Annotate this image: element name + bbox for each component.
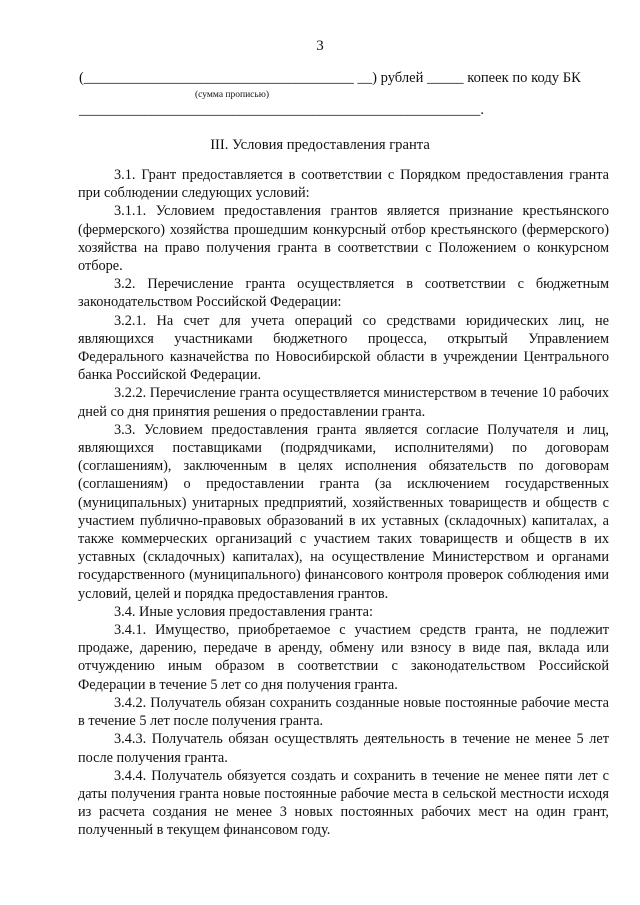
paragraph-3-3: 3.3. Условием предоставления гранта является согласие Получателя и лиц, являющихся поставщиками (подрядчиками, исполнителями) по договорам (соглашениям), заключенным в целях исполнения обязательств по договорам (соглашениям) о предоставлении гранта (за исключением государственных (муниципальных) унитарных предприятий, хозяйственных товариществ и обществ с участием публично-правовых образований в их уставных (складочных) капиталах, а также коммерческих организаций с участием таких товариществ и обществ в их уставных (складочных) капиталах), на осуществление Министерством и органами государственного (муниципального) финансового контроля проверок соблюдения ими условий, целей и порядка предоставления грантов. [78,421,609,602]
paragraph-3-2: 3.2. Перечисление гранта осуществляется в соответствии с бюджетным законодательством Российской Федерации: [78,276,609,311]
paragraph-3-4-3: 3.4.3. Получатель обязан осуществлять деятельность в течение не менее 5 лет после получения гранта. [78,731,609,766]
section-title: III. Условия предоставления гранта [210,137,430,153]
grant-amount-line: (_____________________________________ __) рублей _____ копеек по коду БК [79,70,581,86]
paragraph-3-4: 3.4. Иные условия предоставления гранта: [114,603,373,620]
page-number: 3 [316,38,324,54]
paragraph-3-4-2: 3.4.2. Получатель обязан сохранить созданные новые постоянные рабочие места в течение 5 лет после получения гранта. [78,694,609,730]
paragraph-3-1: 3.1. Грант предоставляется в соответствии с Порядком предоставления гранта при соблюдении следующих условий: [78,167,609,202]
paragraph-3-1-1: 3.1.1. Условием предоставления грантов является признание крестьянского (фермерского) хозяйства прошедшим конкурсный отбор крестьянского (фермерского) хозяйства на право получения гранта в соответствии с Положением о конкурсном отборе. [78,203,609,275]
paragraph-3-2-1: 3.2.1. На счет для учета операций со средствами юридических лиц, не являющихся участниками бюджетного процесса, открытый Управлением Федерального казначейства по Новосибирской области в учреждении Центрального банка Российской Федерации. [78,312,609,384]
budget-code-blank-line: _______________________________________________________. [79,102,484,118]
section-body [78,166,609,840]
paragraph-3-4-1: 3.4.1. Имущество, приобретаемое с участием средств гранта, не подлежит продаже, дарению, передаче в аренду, обмену или взносу в виде пая, вклада или отчуждению иным образом в соответствии с законодательством Российской Федерации в течение 5 лет со дня получения гранта. [78,622,609,693]
amount-in-words-hint: (сумма прописью) [195,90,269,100]
paragraph-3-2-2: 3.2.2. Перечисление гранта осуществляется министерством в течение 10 рабочих дней со дня принятия решения о предоставлении гранта. [78,385,610,420]
paragraph-3-4-4: 3.4.4. Получатель обязуется создать и сохранить в течение не менее пяти лет с даты получения гранта новые постоянные рабочие места в сельской местности исходя из расчета создания не менее 3 новых постоянных рабочих мест на один грант, полученный в текущем финансовом году. [78,767,609,839]
